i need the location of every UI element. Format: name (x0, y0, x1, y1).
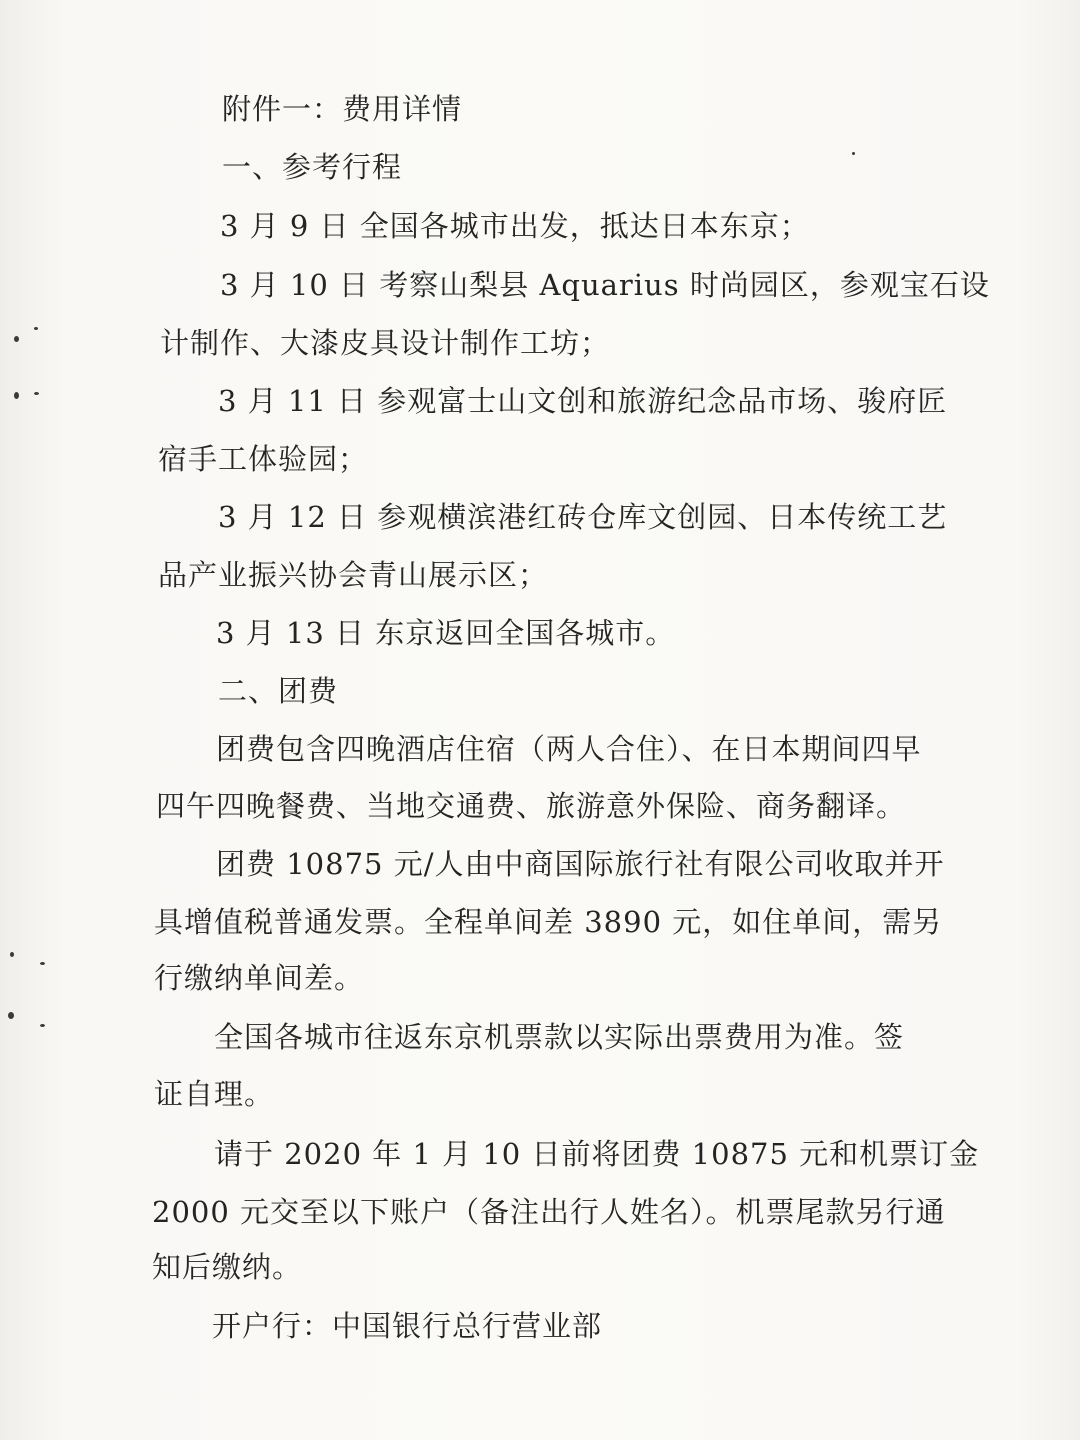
section-heading-fees: 二、团费 (218, 674, 339, 708)
fees-paragraph-2-line-3: 行缴纳单间差。 (154, 961, 365, 995)
fees-paragraph-3-line-2: 证自理。 (154, 1077, 275, 1111)
bank-name-line: 开户行：中国银行总行营业部 (212, 1309, 603, 1343)
scan-speck (14, 336, 19, 342)
itinerary-day-4-line-2: 品产业振兴协会青山展示区； (158, 558, 549, 592)
fees-paragraph-4-line-3: 知后缴纳。 (152, 1250, 303, 1284)
itinerary-day-2-line-1: 3 月 10 日 考察山梨县 Aquarius 时尚园区，参观宝石设 (220, 268, 990, 302)
itinerary-day-5: 3 月 13 日 东京返回全国各城市。 (216, 616, 676, 650)
fees-paragraph-1-line-1: 团费包含四晚酒店住宿（两人合住）、在日本期间四早 (216, 732, 922, 766)
itinerary-day-1: 3 月 9 日 全国各城市出发，抵达日本东京； (220, 209, 810, 243)
scan-speck (40, 1024, 45, 1027)
scan-speck (8, 1012, 14, 1019)
section-heading-itinerary: 一、参考行程 (222, 150, 403, 184)
attachment-title: 附件一：费用详情 (222, 92, 463, 126)
scan-speck (40, 962, 45, 965)
scan-speck (34, 327, 38, 330)
fees-paragraph-4-line-2: 2000 元交至以下账户（备注出行人姓名）。机票尾款另行通 (152, 1195, 946, 1229)
fees-paragraph-3-line-1: 全国各城市往返东京机票款以实际出票费用为准。签 (214, 1020, 905, 1054)
itinerary-day-3-line-2: 宿手工体验园； (158, 442, 369, 476)
scan-speck (852, 152, 855, 155)
fees-paragraph-1-line-2: 四午四晚餐费、当地交通费、旅游意外保险、商务翻译。 (156, 789, 907, 823)
fees-paragraph-2-line-1: 团费 10875 元/人由中商国际旅行社有限公司收取并开 (216, 847, 945, 881)
scan-speck (34, 392, 39, 395)
fees-paragraph-4-line-1: 请于 2020 年 1 月 10 日前将团费 10875 元和机票订金 (214, 1137, 980, 1171)
itinerary-day-4-line-1: 3 月 12 日 参观横滨港红砖仓库文创园、日本传统工艺 (218, 500, 948, 534)
itinerary-day-2-line-2: 计制作、大漆皮具设计制作工坊； (160, 326, 611, 360)
scan-speck (10, 952, 14, 957)
scan-speck (14, 392, 19, 399)
fees-paragraph-2-line-2: 具增值税普通发票。全程单间差 3890 元，如住单间，需另 (154, 905, 943, 939)
itinerary-day-3-line-1: 3 月 11 日 参观富士山文创和旅游纪念品市场、骏府匠 (218, 384, 948, 418)
